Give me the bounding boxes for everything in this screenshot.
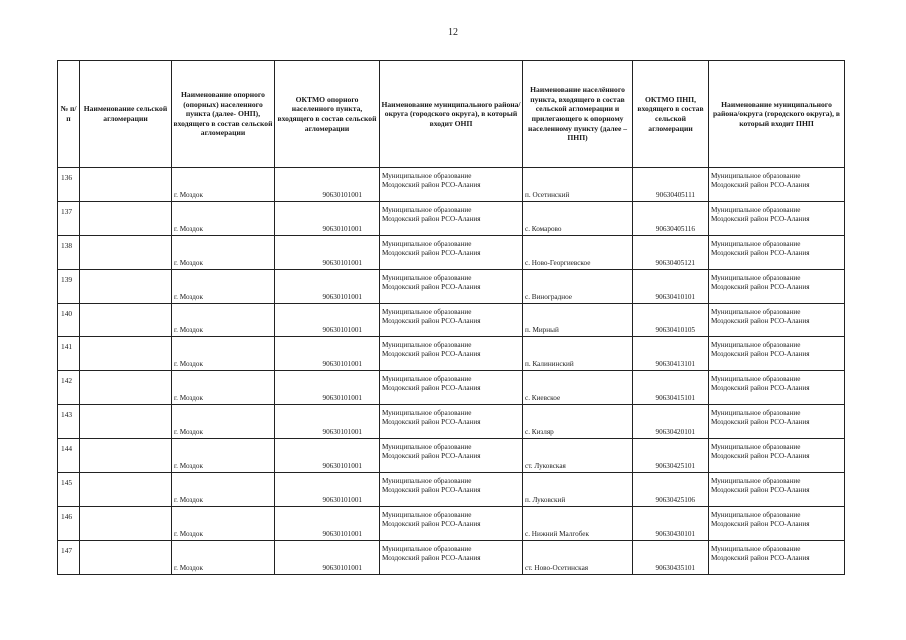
cell-onp: г. Моздок [172, 269, 275, 303]
table-header-row [58, 61, 845, 168]
cell-agglomeration [80, 337, 172, 371]
table-row [58, 201, 845, 235]
municipality-line-1: Муниципальное образование [382, 409, 472, 418]
municipality-line-2: Моздокский район РСО-Алания [711, 418, 810, 427]
header-pnp-oktmo: ОКТМО ПНП, входящего в состав сельской агломерации [633, 61, 709, 168]
cell-pnp-municipality [709, 405, 845, 439]
table-row [58, 439, 845, 473]
table-row [58, 506, 845, 540]
cell-onp-oktmo: 90630101001 [275, 506, 380, 540]
cell-agglomeration [80, 303, 172, 337]
municipality-line-2: Моздокский район РСО-Алания [711, 181, 810, 189]
cell-agglomeration [80, 168, 172, 202]
cell-pnp-oktmo: 90630410105 [633, 303, 709, 337]
municipality-line-1: Муниципальное образование [711, 510, 801, 519]
cell-pnp-oktmo: 90630413101 [633, 337, 709, 371]
municipality-line-2: Моздокский район РСО-Алания [711, 452, 810, 461]
municipality-line-1: Муниципальное образование [382, 477, 472, 486]
cell-pnp-municipality [709, 269, 845, 303]
cell-num: 141 [58, 337, 80, 371]
table-row [58, 540, 845, 574]
cell-pnp-municipality [709, 168, 845, 202]
cell-onp-oktmo: 90630101001 [275, 303, 380, 337]
municipality-line-1: Муниципальное образование [382, 544, 472, 553]
cell-agglomeration [80, 473, 172, 507]
municipality-line-1: Муниципальное образование [382, 239, 472, 248]
municipality-line-2: Моздокский район РСО-Алания [382, 452, 481, 461]
cell-pnp: с. Виноградное [523, 269, 633, 303]
cell-onp-municipality [380, 168, 523, 202]
cell-pnp-municipality [709, 473, 845, 507]
header-agglomeration: Наименование сельской агломерации [80, 61, 172, 168]
municipality-line-1: Муниципальное образование [382, 273, 472, 282]
municipality-line-2: Моздокский район РСО-Алания [382, 553, 481, 562]
cell-pnp-oktmo: 90630405121 [633, 235, 709, 269]
cell-agglomeration [80, 405, 172, 439]
cell-onp: г. Моздок [172, 201, 275, 235]
municipality-line-2: Моздокский район РСО-Алания [382, 248, 481, 257]
municipality-line-2: Моздокский район РСО-Алания [382, 181, 481, 189]
cell-pnp-oktmo: 90630415101 [633, 371, 709, 405]
cell-pnp-municipality [709, 201, 845, 235]
cell-pnp-municipality [709, 235, 845, 269]
cell-pnp: п. Калининский [523, 337, 633, 371]
cell-agglomeration [80, 269, 172, 303]
municipality-line-2: Моздокский район РСО-Алания [711, 486, 810, 495]
cell-onp-oktmo: 90630101001 [275, 235, 380, 269]
cell-onp-oktmo: 90630101001 [275, 473, 380, 507]
cell-onp-municipality [380, 506, 523, 540]
cell-pnp-municipality [709, 540, 845, 574]
municipality-line-1: Муниципальное образование [711, 477, 801, 486]
cell-agglomeration [80, 371, 172, 405]
cell-agglomeration [80, 506, 172, 540]
cell-pnp-oktmo: 90630410101 [633, 269, 709, 303]
municipality-line-1: Муниципальное образование [711, 239, 801, 248]
cell-pnp: с. Ново-Георгиевское [523, 235, 633, 269]
cell-onp: г. Моздок [172, 168, 275, 202]
cell-onp: г. Моздок [172, 371, 275, 405]
cell-pnp: с. Комарово [523, 201, 633, 235]
cell-agglomeration [80, 540, 172, 574]
cell-onp-municipality [380, 269, 523, 303]
cell-onp-oktmo: 90630101001 [275, 269, 380, 303]
table-row [58, 371, 845, 405]
cell-pnp-municipality [709, 439, 845, 473]
cell-onp-municipality [380, 439, 523, 473]
cell-onp-municipality [380, 371, 523, 405]
cell-onp-oktmo: 90630101001 [275, 337, 380, 371]
cell-num: 145 [58, 473, 80, 507]
cell-num: 136 [58, 168, 80, 202]
header-onp-oktmo: ОКТМО опорного населенного пункта, входящего в состав сельской агломерации [275, 61, 380, 168]
municipality-line-2: Моздокский район РСО-Алания [382, 384, 481, 393]
cell-pnp: п. Осетинский [523, 168, 633, 202]
cell-pnp-municipality [709, 337, 845, 371]
cell-pnp-municipality [709, 371, 845, 405]
municipality-line-1: Муниципальное образование [711, 409, 801, 418]
cell-onp: г. Моздок [172, 473, 275, 507]
municipality-line-1: Муниципальное образование [382, 443, 472, 452]
table-row [58, 269, 845, 303]
cell-pnp-oktmo: 90630425106 [633, 473, 709, 507]
page-number: 12 [448, 27, 458, 38]
municipality-line-1: Муниципальное образование [711, 172, 801, 180]
municipality-line-1: Муниципальное образование [711, 544, 801, 553]
municipality-line-1: Муниципальное образование [382, 375, 472, 384]
agglomeration-table [57, 60, 845, 575]
municipality-line-2: Моздокский район РСО-Алания [711, 248, 810, 257]
cell-onp-municipality [380, 540, 523, 574]
municipality-line-2: Моздокский район РСО-Алания [711, 519, 810, 528]
municipality-line-1: Муниципальное образование [711, 205, 801, 214]
municipality-line-1: Муниципальное образование [382, 205, 472, 214]
cell-num: 137 [58, 201, 80, 235]
cell-onp-municipality [380, 337, 523, 371]
cell-agglomeration [80, 439, 172, 473]
municipality-line-2: Моздокский район РСО-Алания [382, 316, 481, 325]
municipality-line-2: Моздокский район РСО-Алания [711, 316, 810, 325]
table-row [58, 168, 845, 202]
cell-onp-oktmo: 90630101001 [275, 371, 380, 405]
cell-onp-municipality [380, 405, 523, 439]
header-pnp-municipality: Наименование муниципального района/округа (городского округа), в который входит ПНП [709, 61, 845, 168]
cell-pnp: ст. Луковская [523, 439, 633, 473]
cell-pnp-oktmo: 90630420101 [633, 405, 709, 439]
table-row [58, 473, 845, 507]
municipality-line-2: Моздокский район РСО-Алания [382, 519, 481, 528]
municipality-line-2: Моздокский район РСО-Алания [711, 553, 810, 562]
municipality-line-2: Моздокский район РСО-Алания [382, 486, 481, 495]
cell-num: 147 [58, 540, 80, 574]
cell-pnp: с. Нижний Малгобек [523, 506, 633, 540]
cell-onp: г. Моздок [172, 439, 275, 473]
cell-num: 144 [58, 439, 80, 473]
cell-pnp: ст. Ново-Осетинская [523, 540, 633, 574]
municipality-line-1: Муниципальное образование [382, 341, 472, 350]
cell-num: 139 [58, 269, 80, 303]
header-onp-municipality: Наименование муниципального района/округа (городского округа), в который входит ОНП [380, 61, 523, 168]
municipality-line-2: Моздокский район РСО-Алания [711, 350, 810, 359]
cell-onp-municipality [380, 201, 523, 235]
cell-onp-oktmo: 90630101001 [275, 405, 380, 439]
cell-onp-municipality [380, 303, 523, 337]
municipality-line-2: Моздокский район РСО-Алания [711, 384, 810, 393]
cell-num: 140 [58, 303, 80, 337]
header-pnp-name: Наименование населённого пункта, входящего в состав сельской агломерации и прилегающего к опорному населенному пункту (далее – ПНП) [523, 61, 633, 168]
municipality-line-2: Моздокский район РСО-Алания [382, 282, 481, 291]
municipality-line-1: Муниципальное образование [711, 375, 801, 384]
header-onp-name: Наименование опорного (опорных) населенного пункта (далее- ОНП), входящего в состав сельской агломерации [172, 61, 275, 168]
cell-onp: г. Моздок [172, 337, 275, 371]
municipality-line-1: Муниципальное образование [711, 341, 801, 350]
cell-num: 146 [58, 506, 80, 540]
cell-onp: г. Моздок [172, 303, 275, 337]
cell-onp: г. Моздок [172, 235, 275, 269]
municipality-line-2: Моздокский район РСО-Алания [711, 214, 810, 223]
cell-pnp-oktmo: 90630430101 [633, 506, 709, 540]
cell-onp: г. Моздок [172, 540, 275, 574]
header-num: № п/п [58, 61, 80, 168]
table-row [58, 235, 845, 269]
municipality-line-2: Моздокский район РСО-Алания [382, 214, 481, 223]
table-row [58, 337, 845, 371]
cell-onp-municipality [380, 235, 523, 269]
cell-onp-oktmo: 90630101001 [275, 439, 380, 473]
cell-pnp-oktmo: 90630425101 [633, 439, 709, 473]
municipality-line-1: Муниципальное образование [382, 307, 472, 316]
cell-pnp-municipality [709, 303, 845, 337]
cell-pnp: с. Киевское [523, 371, 633, 405]
cell-onp-oktmo: 90630101001 [275, 540, 380, 574]
table-row [58, 303, 845, 337]
cell-num: 138 [58, 235, 80, 269]
cell-pnp: с. Кизляр [523, 405, 633, 439]
municipality-line-1: Муниципальное образование [382, 510, 472, 519]
cell-onp-oktmo: 90630101001 [275, 201, 380, 235]
municipality-line-1: Муниципальное образование [382, 172, 472, 180]
cell-num: 143 [58, 405, 80, 439]
cell-pnp-oktmo: 90630435101 [633, 540, 709, 574]
cell-pnp: п. Луковский [523, 473, 633, 507]
municipality-line-1: Муниципальное образование [711, 273, 801, 282]
municipality-line-1: Муниципальное образование [711, 443, 801, 452]
cell-pnp: п. Мирный [523, 303, 633, 337]
municipality-line-2: Моздокский район РСО-Алания [382, 350, 481, 359]
table-row [58, 405, 845, 439]
cell-agglomeration [80, 235, 172, 269]
municipality-line-2: Моздокский район РСО-Алания [382, 418, 481, 427]
cell-pnp-municipality [709, 506, 845, 540]
municipality-line-2: Моздокский район РСО-Алания [711, 282, 810, 291]
cell-onp-municipality [380, 473, 523, 507]
cell-onp-oktmo: 90630101001 [275, 168, 380, 202]
cell-agglomeration [80, 201, 172, 235]
cell-onp: г. Моздок [172, 405, 275, 439]
municipality-line-1: Муниципальное образование [711, 307, 801, 316]
cell-pnp-oktmo: 90630405116 [633, 201, 709, 235]
cell-pnp-oktmo: 90630405111 [633, 168, 709, 202]
cell-num: 142 [58, 371, 80, 405]
cell-onp: г. Моздок [172, 506, 275, 540]
